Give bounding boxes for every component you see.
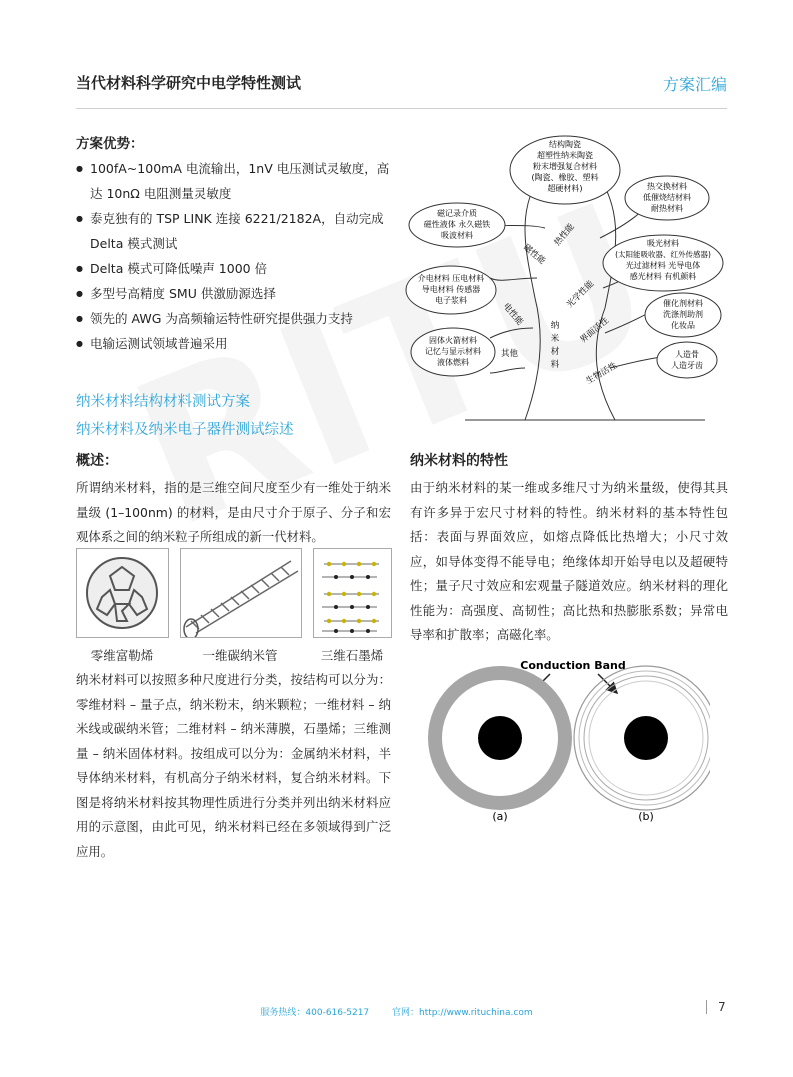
- footer-hotline: 服务热线：400-616-5217: [260, 1008, 370, 1018]
- header-divider: [76, 108, 727, 109]
- graphene-image: [313, 548, 392, 638]
- branch-label: 热性能: [552, 221, 577, 248]
- node-text: 催化剂材料: [663, 299, 703, 308]
- overview-paragraph-1: 所谓纳米材料，指的是三维空间尺度至少有一维处于纳米量级 (1–100nm) 的材料，是由尺寸介于原子、分子和宏观体系之间的纳米粒子所组成的新一代材料。: [76, 480, 391, 544]
- node-text: 固体火箭材料: [429, 336, 477, 345]
- footer: [0, 1005, 793, 1018]
- node-structural: [510, 136, 620, 204]
- node-magnetic: [409, 203, 505, 247]
- node-bio: [657, 342, 717, 378]
- node-catalyst: [645, 293, 721, 337]
- section-title-primary: 纳米材料结构材料测试方案: [76, 394, 250, 410]
- branch-label: 界面活性: [578, 315, 611, 346]
- node-text: 液体燃料: [437, 358, 469, 367]
- nanotube-image: [180, 548, 302, 638]
- node-text: 人造骨: [675, 350, 699, 359]
- node-text: 吸光材料: [647, 239, 679, 248]
- branch-label: 生物活性: [584, 360, 619, 387]
- band-label-b: (b): [638, 810, 654, 823]
- band-title: Conduction Band: [520, 659, 626, 672]
- band-label-a: (a): [492, 810, 508, 823]
- advantages-title: 方案优势：: [76, 136, 144, 152]
- node-text: 超塑性纳米陶瓷: [537, 151, 593, 160]
- node-text: 介电材料 压电材料: [417, 274, 485, 283]
- node-text: 光过滤材料 光导电体: [625, 261, 701, 270]
- node-text: 耐热材料: [651, 204, 683, 213]
- page-header-title: 当代材料科学研究中电学特性测试: [76, 74, 302, 92]
- branch-label: 光学性能: [565, 278, 597, 311]
- node-text: 磁记录介质: [437, 209, 477, 218]
- node-text: (陶瓷、橡胶、塑料: [531, 173, 599, 182]
- conduction-band-figure: [420, 652, 710, 827]
- node-other: [411, 328, 495, 376]
- band-diagram-b: [574, 666, 710, 810]
- overview-heading: 概述：: [76, 453, 118, 469]
- node-text: 人造牙齿: [671, 361, 703, 370]
- list-item: ● 多型号高精度 SMU 供激励源选择: [76, 281, 394, 306]
- footer-website[interactable]: 官网：http://www.rituchina.com: [392, 1008, 533, 1018]
- graphene-caption: 三维石墨烯: [320, 648, 384, 663]
- node-text: (太阳能吸收器、红外传感器): [615, 250, 711, 259]
- tree-trunk: [525, 298, 615, 420]
- nanotube-caption: 一维碳纳米管: [202, 648, 278, 663]
- node-text: 粉末增强复合材料: [533, 162, 597, 171]
- branch-label: 其他: [501, 349, 519, 359]
- node-text: 磁性液体 永久磁铁: [423, 220, 491, 229]
- list-item: ● 泰克独有的 TSP LINK 连接 6221/2182A，自动完成 Delta 模式测试: [76, 206, 394, 256]
- node-text: 洗涤剂助剂: [663, 310, 703, 319]
- branch-label: 电性能: [500, 301, 525, 328]
- trunk-label: [551, 320, 560, 370]
- overview-paragraph-2: 纳米材料可以按照多种尺度进行分类，按结构可以分为：零维材料 – 量子点，纳米粉末，纳米颗粒；一维材料 – 纳米线或碳纳米管；二维材料 – 纳米薄膜，石墨烯；三维测量 – 纳米固体材料。按组成可以分为：金属纳米材料，半导体纳米材料，有机高分子纳米材料，复合纳米材料。下图是将纳米材料按其物理性质进行分类并列出纳米材料应用的示意图，由此可见，纳米材料已经在多领域得到广泛应用。: [76, 672, 391, 859]
- list-item: ● 电输运测试领域普遍采用: [76, 331, 394, 356]
- node-text: 导电材料 传感器: [421, 285, 481, 294]
- branch-label: 磁性能: [521, 242, 548, 267]
- band-diagram-a: [428, 666, 572, 810]
- fullerene-image: [76, 548, 169, 638]
- section-title-secondary: 纳米材料及纳米电子器件测试综述: [76, 422, 294, 438]
- node-text: 感光材料 有机颜料: [629, 272, 697, 281]
- page-header-section: 方案汇编: [662, 75, 727, 94]
- node-text: 超硬材料): [547, 184, 583, 193]
- node-luminescent: [603, 235, 723, 291]
- node-text: 低催烧结材料: [643, 193, 691, 202]
- page-number-divider: [706, 1000, 707, 1014]
- list-item: ● 100fA~100mA 电流输出，1nV 电压测试灵敏度，高达 10nΩ 电阻测量灵敏度: [76, 156, 394, 206]
- node-text: 记忆与显示材料: [425, 347, 481, 356]
- advantages-list: [76, 156, 394, 356]
- fullerene-caption: 零维富勒烯: [90, 648, 154, 663]
- node-electrical: [406, 266, 496, 314]
- node-text: 吸波材料: [441, 231, 473, 240]
- nanomaterial-application-tree: [405, 128, 727, 428]
- node-text: 结构陶瓷: [549, 140, 581, 149]
- properties-paragraph: 由于纳米材料的某一维或多维尺寸为纳米量级，使得其具有许多异于宏尺寸材料的特性。纳米材料的基本特性包括：表面与界面效应，如熔点降低比热增大；小尺寸效应，如导体变得不能导电；绝缘体却开始导电以及超硬特性；量子尺寸效应和宏观量子隧道效应。纳米材料的理化性能为：高强度、高韧性；高比热和热膨胀系数；异常电导率和扩散率；高磁化率。: [410, 480, 728, 642]
- page-number: 7: [718, 1000, 726, 1014]
- trunk-text: 纳米材料: [550, 321, 560, 370]
- node-text: 电子浆料: [435, 296, 467, 305]
- node-text: 化妆品: [671, 321, 695, 330]
- properties-heading: 纳米材料的特性: [410, 453, 508, 469]
- node-thermal: [625, 176, 709, 220]
- node-text: 热交换材料: [647, 182, 687, 191]
- list-item: ● 领先的 AWG 为高频输运特性研究提供强力支持: [76, 306, 394, 331]
- list-item: ● Delta 模式可降低噪声 1000 倍: [76, 256, 394, 281]
